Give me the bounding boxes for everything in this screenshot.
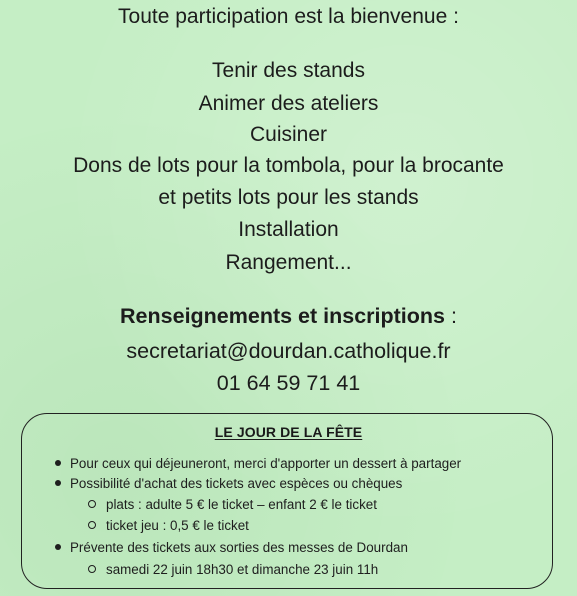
sub-list-item (88, 517, 249, 535)
task-rangement: Rangement... (225, 251, 352, 274)
task-stands: Tenir des stands (212, 59, 365, 82)
list-item-text: Pour ceux qui déjeuneront, merci d'apporter un dessert à partager (70, 456, 462, 471)
circle-bullet-icon (88, 521, 96, 529)
list-item (55, 455, 461, 473)
bullet-icon (55, 544, 61, 550)
sub-list-item (88, 561, 378, 579)
contact-heading-colon: : (445, 304, 457, 328)
contact-heading-label: Renseignements et inscriptions (120, 304, 445, 328)
sub-list-item (88, 496, 377, 514)
list-item-text: Prévente des tickets aux sorties des messes de Dourdan (70, 540, 408, 555)
sub-list-item-text: plats : adulte 5 € le ticket – enfant 2 € le ticket (106, 497, 377, 512)
task-dons-lots: Dons de lots pour la tombola, pour la brocante (73, 154, 504, 177)
intro-text: Toute participation est la bienvenue : (118, 5, 459, 28)
task-petits-lots: et petits lots pour les stands (158, 186, 419, 209)
bullet-icon (55, 480, 61, 486)
sub-list-item-text: ticket jeu : 0,5 € le ticket (106, 518, 249, 533)
list-item-text: Possibilité d'achat des tickets avec espèces ou chèques (70, 476, 403, 491)
list-item (55, 539, 408, 557)
circle-bullet-icon (88, 500, 96, 508)
sub-list-item-text: samedi 22 juin 18h30 et dimanche 23 juin 11h (106, 562, 379, 577)
contact-phone[interactable]: 01 64 59 71 41 (216, 371, 361, 395)
task-cuisiner: Cuisiner (249, 123, 328, 146)
circle-bullet-icon (88, 565, 96, 573)
bullet-icon (55, 460, 61, 466)
list-item (55, 475, 402, 493)
contact-heading (0, 303, 577, 329)
contact-email[interactable]: secretariat@dourdan.catholique.fr (126, 339, 451, 363)
task-installation: Installation (238, 218, 339, 241)
day-of-fete-title: LE JOUR DE LA FÊTE (214, 424, 363, 440)
task-ateliers: Animer des ateliers (198, 92, 379, 115)
